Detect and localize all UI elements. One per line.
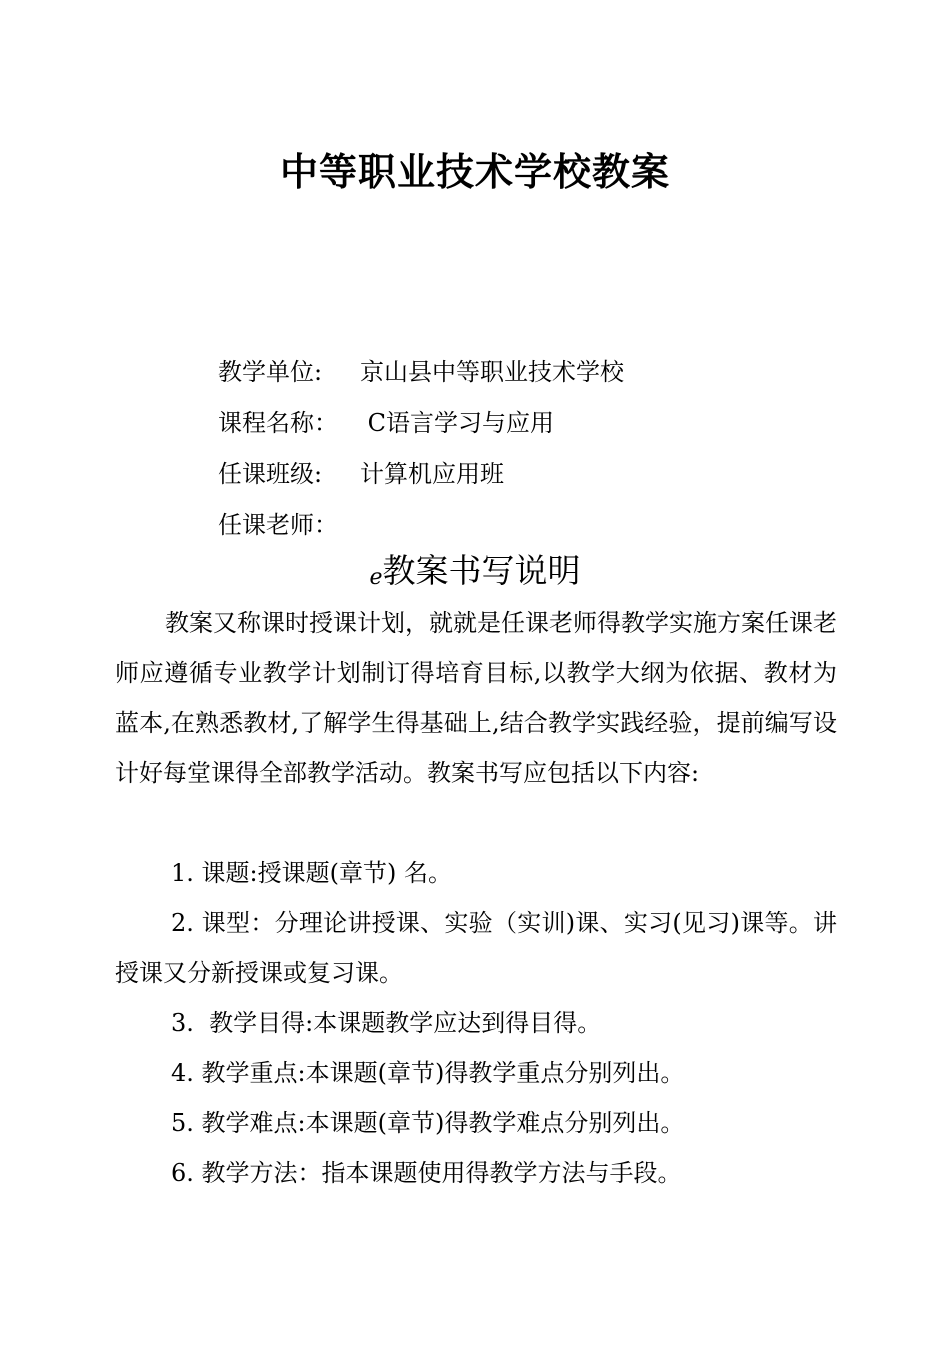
info-row-teaching-unit <box>218 352 624 403</box>
info-row-class <box>218 454 624 505</box>
body-paragraph: 教案又称课时授课计划，就就是任课老师得教学实施方案任课老师应遵循专业教学计划制订得培育目标,以教学大纲为依据、教材为蓝本,在熟悉教材,了解学生得基础上,结合教学实践经验，提前编写设计好每堂课得全部教学活动。教案书写应包括以下内容: <box>115 609 837 787</box>
course-info <box>218 352 624 556</box>
list-item: 2. 课型：分理论讲授课、实验（实训)课、实习(见习)课等。讲授课又分新授课或复习课。 <box>115 909 837 987</box>
section-marker: e <box>369 565 383 590</box>
list-item: 1. 课题:授课题(章节) 名。 <box>171 859 452 887</box>
info-value: 计算机应用班 <box>360 460 504 488</box>
info-label: 教学单位: <box>218 358 323 386</box>
info-label: 任课老师： <box>218 511 338 539</box>
info-label: 课程名称： <box>218 409 338 437</box>
info-value: C语言学习与应用 <box>360 409 554 437</box>
section-title: 教案书写说明 <box>382 551 581 590</box>
info-label: 任课班级: <box>218 460 323 488</box>
list-item: 6. 教学方法：指本课题使用得教学方法与手段。 <box>171 1159 682 1187</box>
list-item: 4. 教学重点:本课题(章节)得教学重点分别列出。 <box>171 1059 685 1087</box>
content-list <box>115 848 837 1198</box>
info-value: 京山县中等职业技术学校 <box>360 358 624 386</box>
document-title: 中等职业技术学校教案 <box>279 149 670 194</box>
list-item: 3. 教学目得:本课题教学应达到得目得。 <box>171 1009 602 1037</box>
list-item: 5. 教学难点:本课题(章节)得教学难点分别列出。 <box>171 1109 685 1137</box>
section-heading <box>0 548 950 601</box>
info-row-course-name <box>218 403 624 454</box>
